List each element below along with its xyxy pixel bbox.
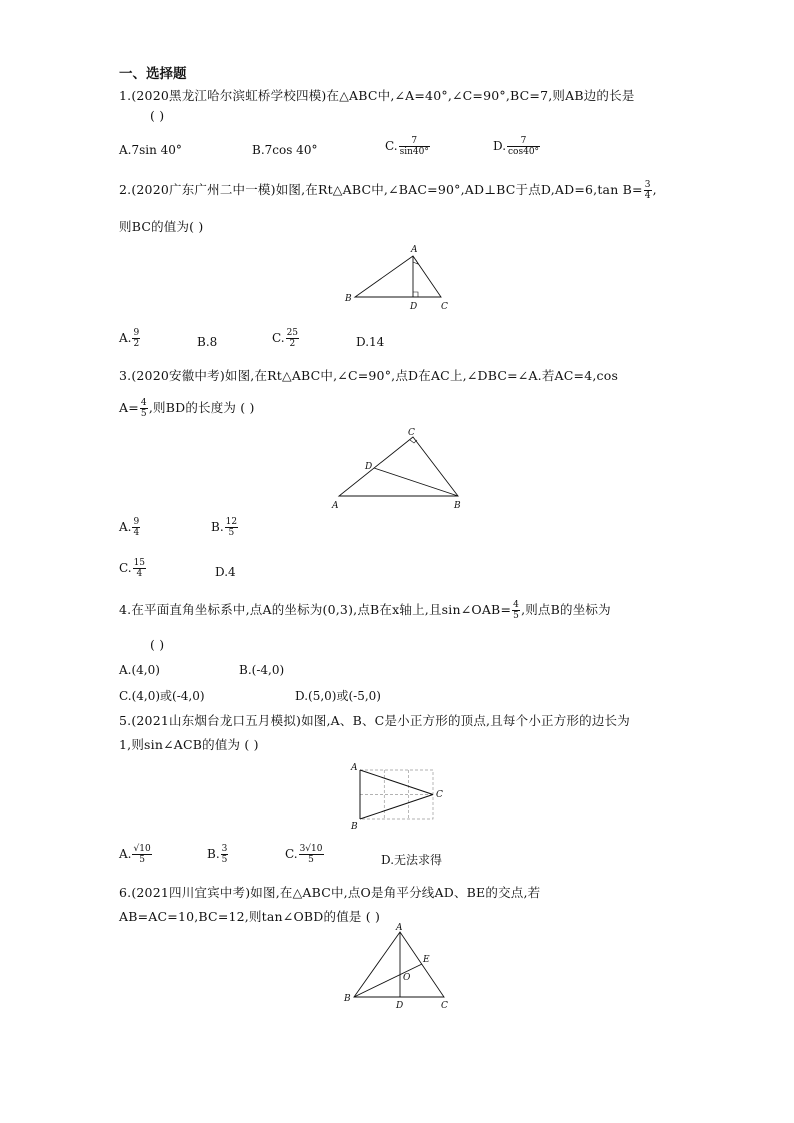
- q3-stem-line1: 3.(2020安徽中考)如图,在Rt△ABC中,∠C=90°,点D在AC上,∠DBC=∠A.若AC=4,cos: [119, 368, 619, 383]
- q5-stem-line1: 5.(2021山东烟台龙口五月模拟)如图,A、B、C是小正方形的顶点,且每个小正方形的边长为: [119, 713, 630, 728]
- q3-option-a-num: 9: [133, 517, 140, 527]
- q2-stem-line2: 则BC的值为( ): [119, 219, 204, 234]
- q2-option-c-den: 2: [289, 339, 296, 349]
- q3-option-c: [119, 558, 147, 579]
- q5-option-b: [207, 844, 229, 865]
- q5-option-d: D.无法求得: [381, 853, 443, 867]
- q1-option-c-fraction: [399, 136, 430, 157]
- q5-stem-line2: 1,则sin∠ACB的值为 ( ): [119, 737, 259, 752]
- q3-triangle: [339, 437, 458, 496]
- q2-option-c: [272, 328, 300, 349]
- q5-option-c-label: C.: [285, 847, 298, 861]
- q5-option-c-fraction: [299, 844, 324, 865]
- q5-figure: [345, 759, 457, 831]
- q1-stem: 1.(2020黑龙江哈尔滨虹桥学校四模)在△ABC中,∠A=40°,∠C=90°,BC=7,则AB边的长是: [119, 88, 635, 103]
- q6-triangle: [354, 932, 444, 997]
- q3-cos-den: 5: [140, 409, 147, 419]
- q3-option-b-num: 12: [225, 517, 238, 527]
- q2-option-c-label: C.: [272, 331, 285, 345]
- q3-stem-line2: [119, 398, 255, 419]
- q3-option-c-num: 15: [133, 558, 146, 568]
- q4-stem-line1: [119, 600, 611, 621]
- q6-bisector-be: [354, 964, 422, 997]
- q4-stem-post: ,则点B的坐标为: [521, 602, 611, 617]
- q5-option-c-den: 5: [308, 855, 314, 865]
- q5-side-bc: [360, 795, 433, 820]
- q5-option-a-fraction: [132, 844, 151, 865]
- q4-paren: ( ): [150, 637, 165, 652]
- q2-option-c-num: 25: [286, 328, 299, 338]
- q2-tan-den: 4: [644, 191, 651, 201]
- q2-option-a: [119, 328, 141, 349]
- q3-label-b: B: [454, 501, 461, 511]
- q6-figure: [340, 922, 455, 1012]
- q3-option-b-label: B.: [211, 520, 224, 534]
- q4-option-c: C.(4,0)或(-4,0): [119, 689, 205, 703]
- q3-label-c: C: [408, 428, 415, 438]
- q1-option-b: B.7cos 40°: [252, 143, 318, 157]
- q5-grid: [360, 770, 433, 819]
- q6-stem-line2: AB=AC=10,BC=12,则tan∠OBD的值是 ( ): [119, 909, 381, 924]
- q6-label-c: C: [441, 1001, 448, 1011]
- q2-tan-fraction: [644, 180, 652, 201]
- q1-option-d: [493, 136, 541, 157]
- q4-option-d: D.(5,0)或(-5,0): [295, 689, 381, 703]
- q1-option-c-label: C.: [385, 139, 398, 153]
- q6-stem-line1: 6.(2021四川宜宾中考)如图,在△ABC中,点O是角平分线AD、BE的交点,若: [119, 885, 541, 900]
- q2-stem-text: 2.(2020广东广州二中一模)如图,在Rt△ABC中,∠BAC=90°,AD⊥BC于点D,AD=6,tan B=: [119, 182, 643, 197]
- q2-stem-line1: [119, 180, 657, 201]
- q3-figure: [326, 426, 468, 512]
- q3-label-d: D: [365, 462, 373, 472]
- q6-label-o: O: [403, 973, 411, 983]
- q5-side-ac: [360, 770, 433, 795]
- q2-label-c: C: [441, 302, 448, 312]
- q3-option-a: [119, 517, 141, 538]
- q3-option-a-fraction: [132, 517, 140, 538]
- q5-option-b-fraction: [221, 844, 229, 865]
- q2-label-b: B: [345, 294, 352, 304]
- q1-option-d-label: D.: [493, 139, 507, 153]
- q3-option-b: [211, 517, 239, 538]
- q3-option-c-fraction: [133, 558, 146, 579]
- q3-option-a-den: 4: [133, 528, 140, 538]
- q2-option-d: D.14: [356, 335, 385, 349]
- q5-option-b-num: 3: [221, 844, 228, 854]
- q5-option-b-label: B.: [207, 847, 220, 861]
- q5-label-c: C: [436, 790, 443, 800]
- q2-label-a: A: [411, 245, 418, 255]
- q2-option-c-fraction: [286, 328, 299, 349]
- q2-triangle: [355, 256, 441, 297]
- q4-option-a: A.(4,0): [119, 663, 160, 677]
- q5-option-c: [285, 844, 325, 865]
- q3-stem-pre: A=: [119, 400, 139, 415]
- q4-sin-den: 5: [513, 611, 520, 621]
- q2-option-b: B.8: [197, 335, 218, 349]
- q4-sin-fraction: [512, 600, 520, 621]
- q2-label-d: D: [410, 302, 418, 312]
- q1-option-c-num: 7: [399, 136, 430, 147]
- q5-option-a-den: 5: [139, 855, 145, 865]
- q2-figure: [340, 242, 460, 314]
- q5-option-a-label: A.: [119, 847, 132, 861]
- q2-right-angle-a: [413, 260, 418, 264]
- q5-option-a: [119, 844, 153, 865]
- q3-option-c-label: C.: [119, 561, 132, 575]
- q3-option-b-fraction: [225, 517, 238, 538]
- q1-option-c-den: sin40°: [399, 147, 429, 157]
- q1-option-d-fraction: [507, 136, 540, 157]
- q1-option-d-den: cos40°: [508, 147, 540, 157]
- q1-paren: ( ): [150, 108, 165, 123]
- q6-label-a: A: [396, 923, 403, 933]
- q2-option-a-fraction: [132, 328, 140, 349]
- q2-option-a-den: 2: [133, 339, 140, 349]
- q5-option-a-num: √10: [133, 844, 151, 854]
- q2-option-a-label: A.: [119, 331, 132, 345]
- q3-segment-bd: [374, 468, 458, 496]
- q6-label-d: D: [396, 1001, 404, 1011]
- q2-right-angle-d: [413, 292, 418, 297]
- q5-label-b: B: [351, 822, 358, 831]
- q5-option-b-den: 5: [221, 855, 228, 865]
- q5-label-a: A: [351, 763, 358, 773]
- q4-stem-pre: 4.在平面直角坐标系中,点A的坐标为(0,3),点B在x轴上,且sin∠OAB=: [119, 602, 512, 617]
- q1-option-a: A.7sin 40°: [119, 143, 182, 157]
- q4-option-b: B.(-4,0): [239, 663, 285, 677]
- q1-option-d-num: 7: [507, 136, 540, 147]
- q1-option-c: [385, 136, 431, 157]
- q3-option-a-label: A.: [119, 520, 132, 534]
- q3-cos-fraction: [140, 398, 148, 419]
- q3-label-a: A: [332, 501, 339, 511]
- q3-option-d: D.4: [215, 565, 236, 579]
- q3-cos-num: 4: [140, 398, 147, 408]
- q6-label-e: E: [423, 955, 430, 965]
- q3-option-c-den: 4: [136, 569, 143, 579]
- q3-stem-post: ,则BD的长度为 ( ): [148, 400, 255, 415]
- q2-option-a-num: 9: [133, 328, 140, 338]
- q5-option-c-num: 3√10: [299, 844, 323, 854]
- q2-stem-comma: ,: [652, 182, 657, 197]
- q4-sin-num: 4: [513, 600, 520, 610]
- q6-label-b: B: [344, 994, 351, 1004]
- q3-option-b-den: 5: [228, 528, 235, 538]
- q2-tan-num: 3: [644, 180, 651, 190]
- section-title: 一、选择题: [119, 66, 187, 82]
